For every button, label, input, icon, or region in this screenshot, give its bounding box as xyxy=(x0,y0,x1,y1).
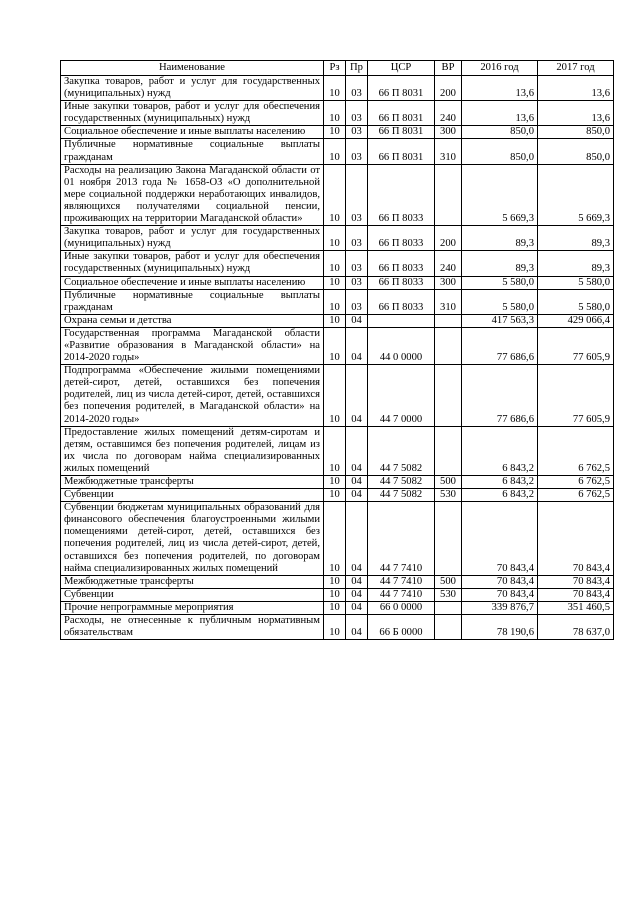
cell-rz: 10 xyxy=(324,126,346,139)
cell-name: Иные закупки товаров, работ и услуг для обеспечения государственных (муниципальных) нужд xyxy=(61,101,324,126)
table-row xyxy=(61,164,614,225)
cell-rz: 10 xyxy=(324,226,346,251)
cell-vr xyxy=(435,615,462,640)
cell-2016: 77 686,6 xyxy=(462,365,538,426)
cell-pr: 03 xyxy=(346,276,368,289)
cell-2016: 70 843,4 xyxy=(462,575,538,588)
cell-name: Межбюджетные трансферты xyxy=(61,476,324,489)
cell-2017: 13,6 xyxy=(538,76,614,101)
cell-2017: 6 762,5 xyxy=(538,426,614,475)
cell-vr: 500 xyxy=(435,476,462,489)
cell-rz: 10 xyxy=(324,365,346,426)
cell-vr: 240 xyxy=(435,251,462,276)
cell-vr: 310 xyxy=(435,289,462,314)
cell-vr xyxy=(435,601,462,614)
cell-rz: 10 xyxy=(324,489,346,502)
table-row xyxy=(61,251,614,276)
table-row xyxy=(61,101,614,126)
col-header-pr: Пр xyxy=(346,61,368,76)
cell-pr: 03 xyxy=(346,76,368,101)
cell-2017: 5 580,0 xyxy=(538,289,614,314)
cell-vr: 300 xyxy=(435,276,462,289)
cell-pr: 03 xyxy=(346,139,368,164)
cell-vr: 530 xyxy=(435,489,462,502)
cell-rz: 10 xyxy=(324,327,346,364)
col-header-vr: ВР xyxy=(435,61,462,76)
table-row xyxy=(61,76,614,101)
cell-2016: 850,0 xyxy=(462,139,538,164)
cell-rz: 10 xyxy=(324,476,346,489)
cell-2016: 6 843,2 xyxy=(462,489,538,502)
cell-rz: 10 xyxy=(324,289,346,314)
cell-name: Межбюджетные трансферты xyxy=(61,575,324,588)
cell-csr: 66 П 8033 xyxy=(368,164,435,225)
cell-rz: 10 xyxy=(324,164,346,225)
cell-csr: 66 П 8033 xyxy=(368,289,435,314)
cell-vr: 300 xyxy=(435,126,462,139)
cell-vr xyxy=(435,314,462,327)
cell-vr xyxy=(435,502,462,576)
cell-2017: 70 843,4 xyxy=(538,502,614,576)
cell-csr: 66 П 8031 xyxy=(368,139,435,164)
cell-2017: 13,6 xyxy=(538,101,614,126)
col-header-rz: Рз xyxy=(324,61,346,76)
cell-csr: 66 П 8033 xyxy=(368,226,435,251)
cell-vr: 310 xyxy=(435,139,462,164)
cell-name: Государственная программа Магаданской области «Развитие образования в Магаданской области» на 2014-2020 годы» xyxy=(61,327,324,364)
cell-vr: 200 xyxy=(435,76,462,101)
cell-pr: 03 xyxy=(346,126,368,139)
table-row xyxy=(61,289,614,314)
table-row xyxy=(61,502,614,576)
cell-pr: 03 xyxy=(346,101,368,126)
cell-2017: 850,0 xyxy=(538,126,614,139)
cell-csr: 66 0 0000 xyxy=(368,601,435,614)
table-row xyxy=(61,327,614,364)
cell-csr: 66 П 8031 xyxy=(368,101,435,126)
cell-rz: 10 xyxy=(324,575,346,588)
table-row xyxy=(61,126,614,139)
table-row xyxy=(61,426,614,475)
cell-vr: 240 xyxy=(435,101,462,126)
cell-csr: 44 0 0000 xyxy=(368,327,435,364)
col-header-2017: 2017 год xyxy=(538,61,614,76)
cell-rz: 10 xyxy=(324,601,346,614)
cell-pr: 04 xyxy=(346,365,368,426)
cell-pr: 04 xyxy=(346,575,368,588)
cell-2016: 13,6 xyxy=(462,76,538,101)
cell-rz: 10 xyxy=(324,101,346,126)
table-row xyxy=(61,601,614,614)
cell-2016: 850,0 xyxy=(462,126,538,139)
cell-vr xyxy=(435,164,462,225)
col-header-name: Наименование xyxy=(61,61,324,76)
table-row xyxy=(61,365,614,426)
cell-2017: 78 637,0 xyxy=(538,615,614,640)
cell-2016: 5 669,3 xyxy=(462,164,538,225)
cell-pr: 03 xyxy=(346,164,368,225)
cell-csr: 66 Б 0000 xyxy=(368,615,435,640)
table-row xyxy=(61,276,614,289)
cell-2017: 6 762,5 xyxy=(538,489,614,502)
cell-name: Прочие непрограммные мероприятия xyxy=(61,601,324,614)
cell-2017: 70 843,4 xyxy=(538,575,614,588)
table-row xyxy=(61,489,614,502)
cell-csr xyxy=(368,314,435,327)
cell-csr: 44 7 7410 xyxy=(368,575,435,588)
cell-vr xyxy=(435,365,462,426)
cell-name: Расходы, не отнесенные к публичным нормативным обязательствам xyxy=(61,615,324,640)
cell-csr: 66 П 8033 xyxy=(368,251,435,276)
cell-pr: 04 xyxy=(346,476,368,489)
cell-vr xyxy=(435,327,462,364)
cell-name: Субвенции бюджетам муниципальных образований для финансового обеспечения благоустроенными жилыми помещениями детей-сирот, детей, оставшихся без попечения родителей, лиц из числа детей-сирот, детей, оставшихся без попечения родителей, по договорам найма специализированных жилых помещений xyxy=(61,502,324,576)
cell-pr: 03 xyxy=(346,289,368,314)
cell-name: Субвенции xyxy=(61,489,324,502)
cell-vr xyxy=(435,426,462,475)
cell-pr: 04 xyxy=(346,588,368,601)
table-row xyxy=(61,588,614,601)
cell-2016: 5 580,0 xyxy=(462,276,538,289)
cell-name: Субвенции xyxy=(61,588,324,601)
cell-rz: 10 xyxy=(324,502,346,576)
cell-rz: 10 xyxy=(324,426,346,475)
cell-csr: 44 7 0000 xyxy=(368,365,435,426)
cell-2016: 5 580,0 xyxy=(462,289,538,314)
cell-2016: 77 686,6 xyxy=(462,327,538,364)
cell-pr: 04 xyxy=(346,327,368,364)
table-header-row xyxy=(61,61,614,76)
cell-pr: 04 xyxy=(346,502,368,576)
cell-rz: 10 xyxy=(324,139,346,164)
col-header-csr: ЦСР xyxy=(368,61,435,76)
table-row xyxy=(61,476,614,489)
cell-pr: 04 xyxy=(346,426,368,475)
cell-2016: 70 843,4 xyxy=(462,502,538,576)
cell-2016: 70 843,4 xyxy=(462,588,538,601)
cell-csr: 44 7 7410 xyxy=(368,502,435,576)
cell-2016: 78 190,6 xyxy=(462,615,538,640)
cell-csr: 44 7 5082 xyxy=(368,476,435,489)
budget-table xyxy=(60,60,614,640)
cell-pr: 04 xyxy=(346,489,368,502)
cell-2016: 417 563,3 xyxy=(462,314,538,327)
cell-csr: 66 П 8033 xyxy=(368,276,435,289)
cell-vr: 530 xyxy=(435,588,462,601)
cell-name: Расходы на реализацию Закона Магаданской области от 01 ноября 2013 года № 1658-ОЗ «О дополнительной мере социальной поддержки неработающих инвалидов, являющихся получателями социальной пенсии, проживающих на территории Магаданской области» xyxy=(61,164,324,225)
cell-name: Иные закупки товаров, работ и услуг для обеспечения государственных (муниципальных) нужд xyxy=(61,251,324,276)
cell-rz: 10 xyxy=(324,251,346,276)
cell-2017: 89,3 xyxy=(538,226,614,251)
cell-rz: 10 xyxy=(324,76,346,101)
cell-rz: 10 xyxy=(324,314,346,327)
cell-csr: 44 7 5082 xyxy=(368,426,435,475)
cell-2017: 5 669,3 xyxy=(538,164,614,225)
cell-pr: 04 xyxy=(346,615,368,640)
cell-2017: 70 843,4 xyxy=(538,588,614,601)
cell-2017: 5 580,0 xyxy=(538,276,614,289)
table-row xyxy=(61,575,614,588)
cell-2017: 6 762,5 xyxy=(538,476,614,489)
cell-name: Закупка товаров, работ и услуг для государственных (муниципальных) нужд xyxy=(61,76,324,101)
cell-name: Публичные нормативные социальные выплаты гражданам xyxy=(61,139,324,164)
cell-2016: 6 843,2 xyxy=(462,476,538,489)
cell-csr: 66 П 8031 xyxy=(368,76,435,101)
cell-pr: 04 xyxy=(346,601,368,614)
cell-2017: 850,0 xyxy=(538,139,614,164)
cell-csr: 44 7 5082 xyxy=(368,489,435,502)
table-row xyxy=(61,615,614,640)
cell-pr: 03 xyxy=(346,226,368,251)
cell-2017: 77 605,9 xyxy=(538,327,614,364)
cell-name: Публичные нормативные социальные выплаты гражданам xyxy=(61,289,324,314)
cell-name: Охрана семьи и детства xyxy=(61,314,324,327)
table-row xyxy=(61,314,614,327)
cell-pr: 03 xyxy=(346,251,368,276)
cell-2017: 429 066,4 xyxy=(538,314,614,327)
cell-rz: 10 xyxy=(324,276,346,289)
col-header-2016: 2016 год xyxy=(462,61,538,76)
cell-2017: 89,3 xyxy=(538,251,614,276)
cell-name: Подпрограмма «Обеспечение жилыми помещениями детей-сирот, детей, оставшихся без попечения родителей, лиц из числа детей-сирот, детей, оставшихся без попечения родителей, в Магаданской области» на 2014-2020 годы» xyxy=(61,365,324,426)
table-row xyxy=(61,139,614,164)
cell-2017: 351 460,5 xyxy=(538,601,614,614)
cell-name: Закупка товаров, работ и услуг для государственных (муниципальных) нужд xyxy=(61,226,324,251)
cell-2016: 89,3 xyxy=(462,226,538,251)
cell-name: Социальное обеспечение и иные выплаты населению xyxy=(61,276,324,289)
cell-vr: 500 xyxy=(435,575,462,588)
cell-rz: 10 xyxy=(324,615,346,640)
cell-csr: 66 П 8031 xyxy=(368,126,435,139)
cell-name: Социальное обеспечение и иные выплаты населению xyxy=(61,126,324,139)
cell-2016: 13,6 xyxy=(462,101,538,126)
cell-rz: 10 xyxy=(324,588,346,601)
cell-pr: 04 xyxy=(346,314,368,327)
cell-2016: 339 876,7 xyxy=(462,601,538,614)
cell-vr: 200 xyxy=(435,226,462,251)
cell-2016: 89,3 xyxy=(462,251,538,276)
cell-name: Предоставление жилых помещений детям-сиротам и детям, оставшимся без попечения родителей, лицам из их числа по договорам найма специализированных жилых помещений xyxy=(61,426,324,475)
table-row xyxy=(61,226,614,251)
cell-2016: 6 843,2 xyxy=(462,426,538,475)
cell-2017: 77 605,9 xyxy=(538,365,614,426)
cell-csr: 44 7 7410 xyxy=(368,588,435,601)
